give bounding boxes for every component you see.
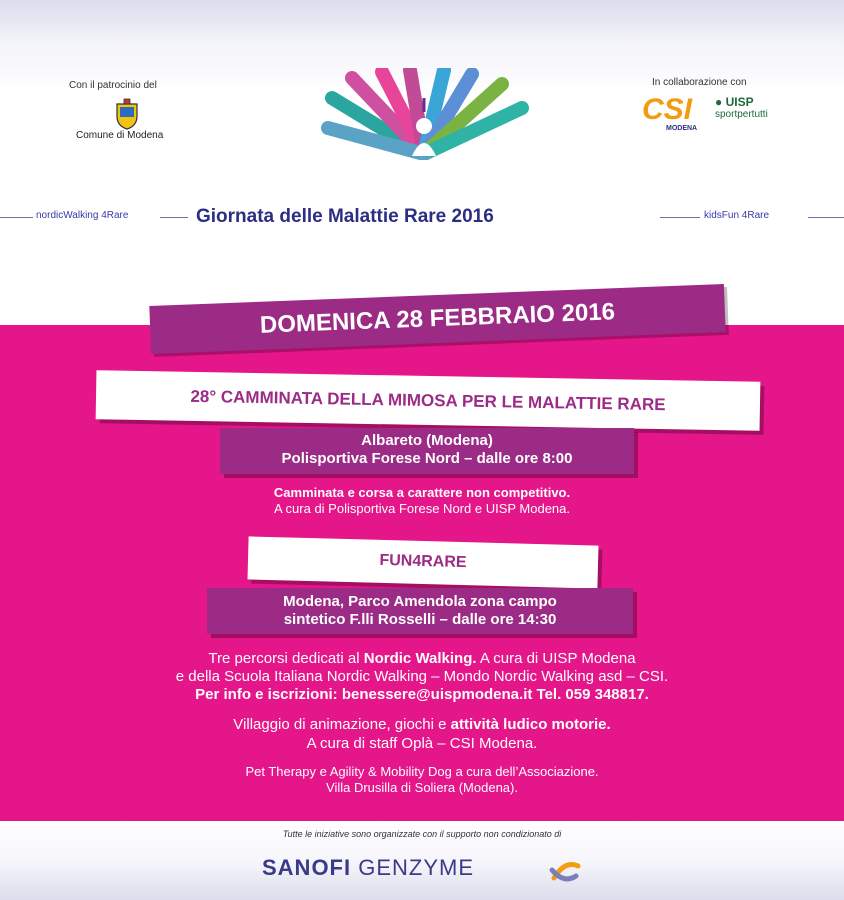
sanofi-genzyme-logo <box>262 855 474 881</box>
event1-place-line2: Polisportiva Forese Nord – dalle ore 8:00 <box>281 450 573 467</box>
event2-place-line2: sintetico F.lli Rosselli – dalle ore 14:30 <box>283 611 557 628</box>
event2-text7: Villa Drusilla di Soliera (Modena). <box>326 780 518 795</box>
date-text: DOMENICA 28 FEBBRAIO 2016 <box>259 298 616 339</box>
divider-right <box>808 217 844 218</box>
event1-desc-line2: A cura di Polisportiva Forese Nord e UISP Modena. <box>273 501 571 516</box>
collab-label: In collaborazione con <box>652 77 747 88</box>
event1-title: 28° CAMMINATA DELLA MIMOSA PER LE MALATTIE RARE <box>190 386 666 415</box>
sponsor-genzyme: GENZYME <box>351 855 475 880</box>
event2-text6: Pet Therapy e Agility & Mobility Dog a cura dell’Associazione. <box>245 764 599 779</box>
event2-text5: A cura di staff Oplà – CSI Modena. <box>306 735 538 752</box>
hands-logo-icon <box>312 68 537 160</box>
event2-text4 <box>0 716 844 733</box>
comune-name: Comune di Modena <box>76 130 164 141</box>
event2-text1 <box>0 650 844 667</box>
sponsor-sanofi: SANOFI <box>262 855 352 880</box>
event2-title: FUN4RARE <box>379 551 467 572</box>
csi-logo-subtext: MODENA <box>666 125 698 132</box>
csi-logo <box>642 95 704 139</box>
event2-text1-c: A cura di UISP Modena <box>476 650 636 667</box>
event2-text2: e della Scuola Italiana Nordic Walking – Mondo Nordic Walking asd – CSI. <box>175 668 669 685</box>
event1-desc-line1: Camminata e corsa a carattere non competitivo. <box>273 485 571 500</box>
divider-left-inner <box>160 217 188 218</box>
uisp-logo <box>715 95 793 135</box>
comune-crest-icon <box>113 98 141 130</box>
patronage-label: Con il patrocinio del <box>69 80 157 91</box>
uisp-subtitle: sportpertutti <box>715 109 768 120</box>
event2-text3: Per info e iscrizioni: benessere@uispmodena.it Tel. 059 348817. <box>195 686 649 703</box>
event2-text1-b: Nordic Walking. <box>363 650 477 667</box>
uisp-leaf-icon: ● <box>715 95 726 109</box>
event2-text1-a: Tre percorsi dedicati al <box>208 650 364 667</box>
event2-place-box <box>207 588 633 634</box>
sanofi-swirl-icon <box>548 856 582 886</box>
header-area <box>0 0 844 325</box>
event1-place-line1: Albareto (Modena) <box>361 432 493 449</box>
event1-place-box <box>220 428 634 474</box>
day-title: Giornata delle Malattie Rare 2016 <box>196 206 494 227</box>
event2-text4-a: Villaggio di animazione, giochi e <box>233 716 451 733</box>
kids-fun-logo: kidsFun 4Rare <box>704 210 770 221</box>
event2-title-box <box>247 536 598 588</box>
event2-place-line1: Modena, Parco Amendola zona campo <box>283 593 557 610</box>
nordic-walking-logo: nordicWalking 4Rare <box>36 210 129 221</box>
uisp-name <box>715 95 793 109</box>
csi-logo-text: CSI <box>642 93 693 126</box>
support-text: Tutte le iniziative sono organizzate con il supporto non condizionato di <box>282 829 562 839</box>
divider-right-inner <box>660 217 700 218</box>
divider-left <box>0 217 33 218</box>
uisp-name-text: UISP <box>725 95 754 109</box>
event2-text4-b: attività ludico motorie. <box>450 716 611 733</box>
